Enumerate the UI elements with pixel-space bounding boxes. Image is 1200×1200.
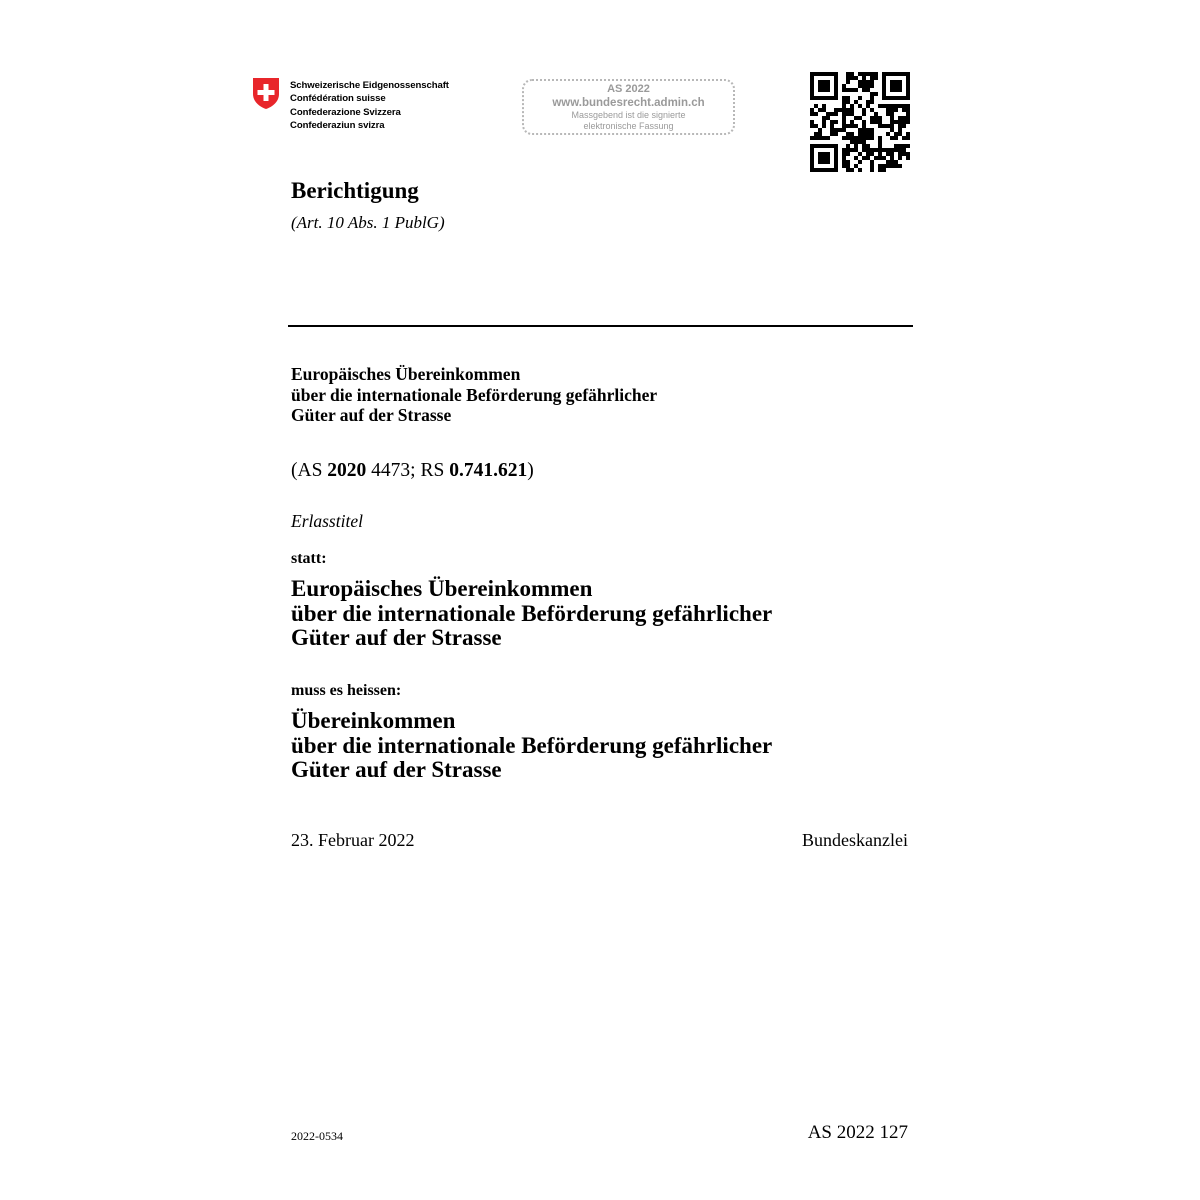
stamp-line-4: elektronische Fassung (583, 120, 674, 131)
document-subtitle: (Art. 10 Abs. 1 PublG) (291, 213, 445, 232)
muss-text (291, 709, 772, 783)
ref-close: ) (527, 460, 534, 481)
muss-label: muss es heissen: (291, 682, 402, 699)
page-reference: AS 2022 127 (807, 1122, 908, 1143)
act-title (291, 364, 657, 426)
ref-as-page: 4473; RS (366, 460, 450, 481)
gov-name-rm: Confederaziun svizra (290, 119, 385, 131)
ref-as-year: 2020 (327, 460, 367, 481)
muss-text-line: über die internationale Beförderung gefährlicher (291, 732, 773, 758)
muss-text-line: Übereinkommen (291, 708, 456, 733)
gov-name-fr: Confédération suisse (290, 93, 386, 105)
stamp-line-3: Massgebend ist die signierte (571, 110, 686, 120)
gov-name-it: Confederazione Svizzera (290, 106, 401, 118)
statt-label: statt: (291, 550, 327, 567)
section-label: Erlasstitel (291, 511, 363, 531)
government-names (290, 79, 449, 132)
document-date: 23. Februar 2022 (291, 830, 415, 850)
statt-text-line: über die internationale Beförderung gefährlicher (291, 600, 773, 626)
ref-open: (AS (291, 460, 328, 481)
document-title: Berichtigung (291, 178, 419, 203)
statt-text-line: Güter auf der Strasse (291, 625, 502, 650)
statt-text-line: Europäisches Übereinkommen (291, 576, 593, 601)
stamp-url[interactable]: www.bundesrecht.admin.ch (552, 97, 705, 109)
qr-code-icon (810, 72, 910, 172)
issuing-authority: Bundeskanzlei (802, 830, 908, 850)
act-title-line: Europäisches Übereinkommen (291, 364, 521, 384)
statt-text (291, 577, 772, 651)
official-reference (291, 460, 534, 482)
act-title-line: über die internationale Beförderung gefährlicher (291, 384, 658, 405)
document-number: 2022-0534 (291, 1129, 343, 1143)
swiss-cross-shield-icon (252, 77, 280, 110)
gov-name-de: Schweizerische Eidgenossenschaft (290, 80, 449, 91)
act-title-line: Güter auf der Strasse (291, 405, 452, 425)
publication-stamp (522, 79, 735, 135)
stamp-line-1: AS 2022 (607, 83, 650, 95)
ref-rs-number: 0.741.621 (449, 460, 528, 481)
muss-text-line: Güter auf der Strasse (291, 757, 502, 782)
horizontal-rule (288, 325, 913, 327)
